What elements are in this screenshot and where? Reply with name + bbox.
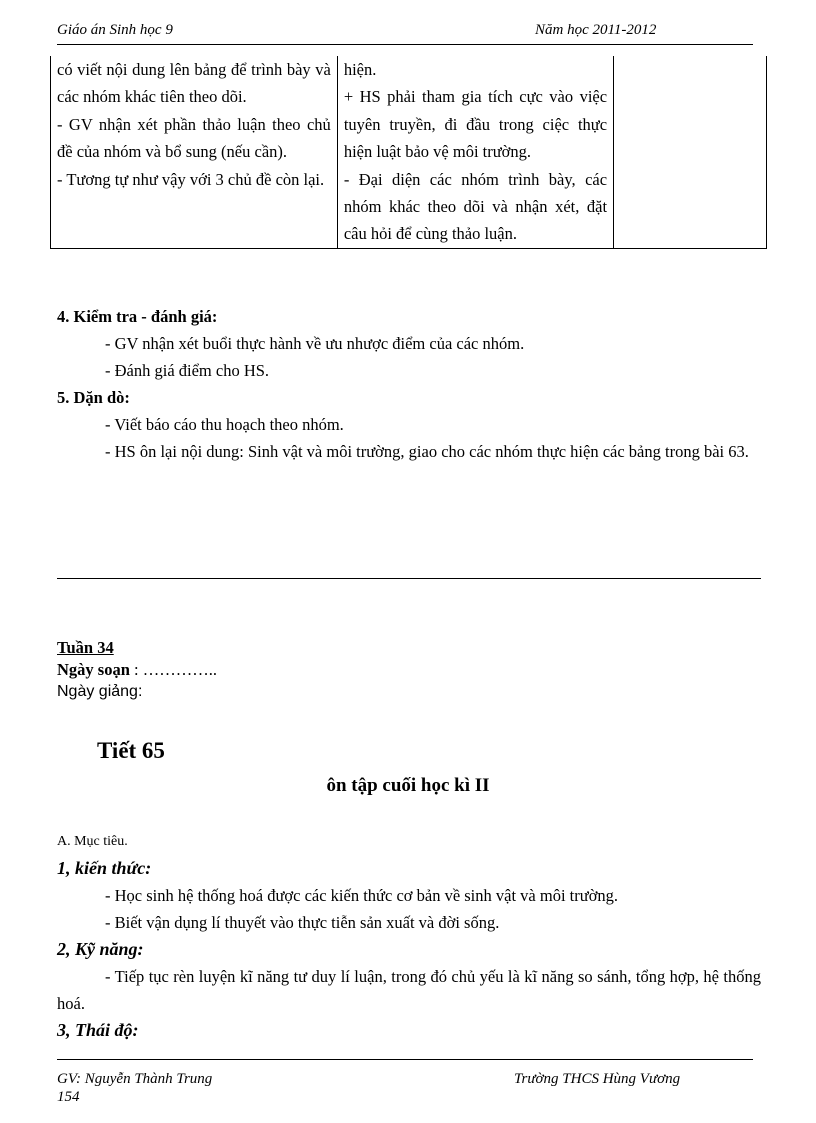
cell-paragraph: - GV nhận xét phần thảo luận theo chủ đề của nhóm và bổ sung (nếu cần). xyxy=(57,114,331,162)
section-5-item: - Viết báo cáo thu hoạch theo nhóm. xyxy=(105,415,344,434)
period-title: Tiết 65 xyxy=(97,738,165,763)
skills-title: 2, Kỹ năng: xyxy=(57,939,144,959)
objectives xyxy=(57,829,761,1044)
cell-paragraph: + HS phải tham gia tích cực vào việc tuyên truyền, đi đầu trong ciệc thực hiện luật bảo vệ môi trường. xyxy=(343,87,608,162)
section-5-title: 5. Dặn dò: xyxy=(57,388,130,407)
teach-date-label: Ngày giảng: xyxy=(57,683,143,700)
cell-paragraph: - Đại diện các nhóm trình bày, các nhóm khác theo dõi và nhận xét, đặt câu hỏi để cùng thảo luận. xyxy=(343,169,608,244)
header-rule xyxy=(57,44,753,45)
footer-left: GV: Nguyễn Thành Trung xyxy=(57,1071,213,1087)
knowledge-item: - Biết vận dụng lí thuyết vào thực tiễn sản xuất và đời sống. xyxy=(105,913,500,932)
footer-rule xyxy=(57,1059,753,1060)
section-separator xyxy=(57,578,761,579)
table-cell-teacher xyxy=(51,56,338,248)
page-number: 154 xyxy=(57,1089,80,1105)
activity-table xyxy=(50,56,767,249)
table-row xyxy=(51,56,767,248)
table-cell-notes xyxy=(614,56,767,248)
section-4 xyxy=(57,303,761,465)
prep-date-value: : ………….. xyxy=(134,660,217,679)
section-5-item: - HS ôn lại nội dung: Sinh vật và môi trường, giao cho các nhóm thực hiện các bảng trong bài 63. xyxy=(105,442,749,461)
week-label: Tuần 34 xyxy=(57,638,114,657)
section-4-title: 4. Kiểm tra - đánh giá: xyxy=(57,307,218,326)
attitude-title: 3, Thái độ: xyxy=(57,1020,139,1040)
footer-right: Trường THCS Hùng Vương xyxy=(514,1071,681,1087)
objectives-heading: A. Mục tiêu. xyxy=(57,834,128,849)
cell-paragraph: - Tương tự như vậy với 3 chủ đề còn lại. xyxy=(57,169,325,189)
cell-paragraph: có viết nội dung lên bảng để trình bày và các nhóm khác tiên theo dõi. xyxy=(57,60,331,107)
header-left: Giáo án Sinh học 9 xyxy=(57,22,173,38)
prep-date-line xyxy=(57,659,217,681)
skills-item: - Tiếp tục rèn luyện kĩ năng tư duy lí luận, trong đó chủ yếu là kĩ năng so sánh, tổng hợp, hệ thống hoá. xyxy=(57,967,761,1013)
knowledge-title: 1, kiến thức: xyxy=(57,858,152,878)
table-cell-student xyxy=(337,56,613,248)
knowledge-item: - Học sinh hệ thống hoá được các kiến thức cơ bản về sinh vật và môi trường. xyxy=(105,886,619,905)
header-right: Năm học 2011-2012 xyxy=(535,22,657,38)
lesson-meta xyxy=(57,637,217,703)
section-4-item: - GV nhận xét buổi thực hành về ưu nhược điểm của các nhóm. xyxy=(105,334,525,353)
cell-paragraph: hiện. xyxy=(343,60,377,79)
prep-date-label: Ngày soạn xyxy=(57,660,130,679)
section-4-item: - Đánh giá điểm cho HS. xyxy=(105,361,270,380)
lesson-title: ôn tập cuối học kì II xyxy=(326,775,490,796)
